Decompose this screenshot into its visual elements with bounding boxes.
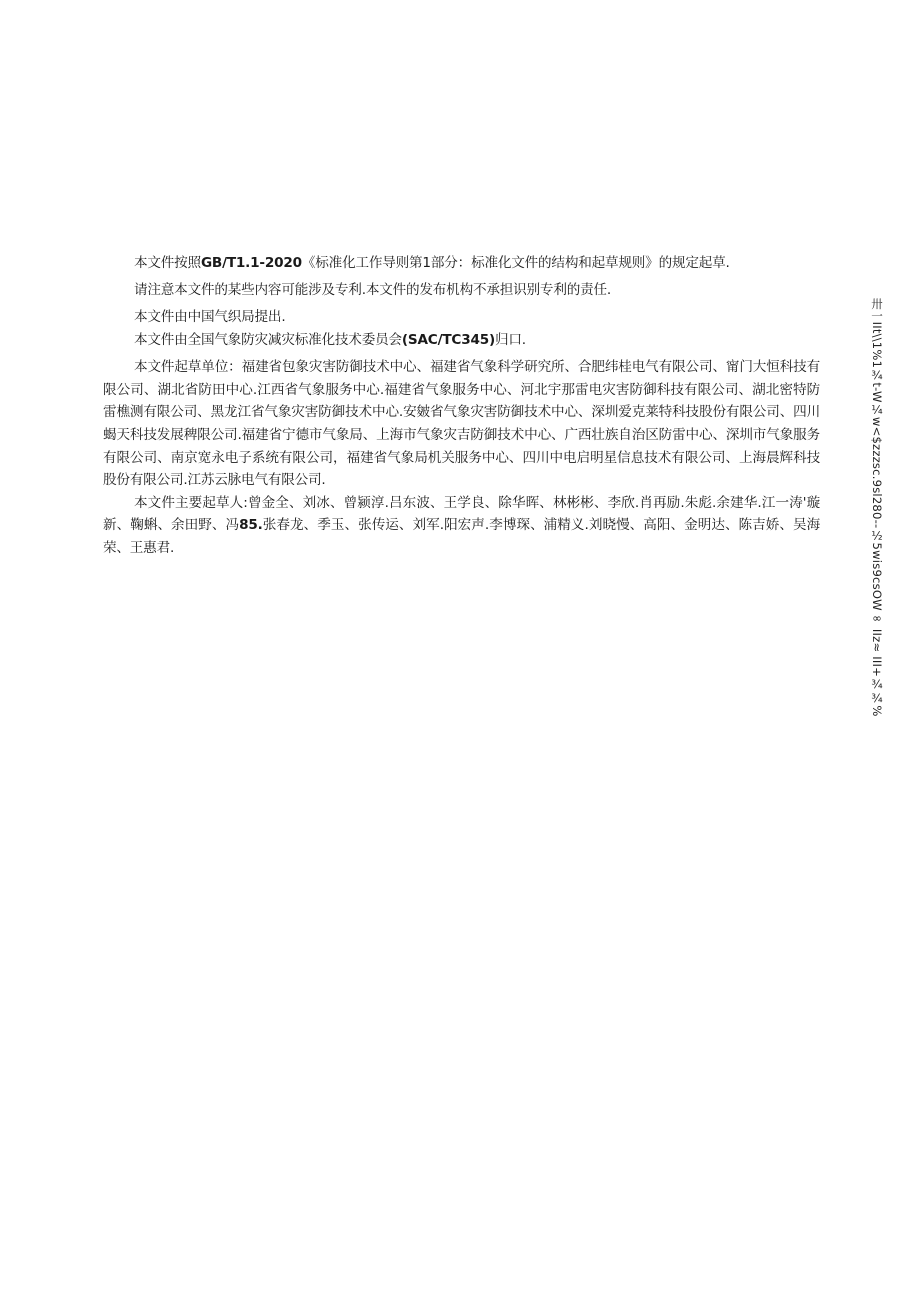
text-segment: 张春龙、季玉、张传运、刘军.阳宏声.李博琛、浦精义.刘晓慢、高阳、金明达、陈吉娇、吴海荣、王惠君.	[103, 517, 820, 556]
vertical-margin-text: 卅一IIt\\1%1¾t-W¼w<$zzzsc.9sl280--½5wis9csOW∞ IIz≈ III+¾¾%	[870, 298, 884, 717]
patent-notice-paragraph: 请注意本文件的某些内容可能涉及专利.本文件的发布机构不承担识别专利的责任.	[134, 282, 612, 299]
drafting-units-paragraph: 本文件起草单位：福建省包象灾害防御技术中心、福建省气象科学研究所、合肥纬桂电气有限公司、甯门大恒科技有限公司、湖北省防田中心.江西省气象服务中心.福建省气象服务中心、河北宇那雷电灾害防御科技有限公司、湖北密特防雷樵测有限公司、黑龙江省气象灾害防御技术中心.安皴省气象灾害防御技术中心、深圳爱克莱特科技股份有限公司、四川蝎天科技发展稗限公司.福建省宁德市气象局、上海市气象灾吉防御技术中心、广西壮族自治区防雷中心、深圳市气象服务有限公司、南京宽永电子系统有限公司，福建省气象局机关服务中心、四川中电启明星信息技术有限公司、上海晨辉科技股份有限公司.江苏云脉电气有限公司.	[103, 359, 820, 489]
text-segment: 本文件主要起草人:曾金全、刘冰、曾颍淳.吕东波、王学良、除华晖、林彬彬、李欣.肖再励.朱彪.余建华.江一涛'璇新、鞠蝌、余田野、冯	[103, 494, 820, 534]
proposer-paragraph: 本文件由中国气织局提出.	[134, 309, 286, 326]
standard-code: GB/T1.1-2020	[200, 255, 302, 271]
drafters-paragraph	[103, 492, 820, 560]
drafting-rules-paragraph	[103, 252, 820, 275]
text-segment: 《标准化工作导则第1部分：标准化文件的结构和起草规则》的规定起草.	[301, 255, 730, 271]
committee-code: (SAC/TC345)	[401, 331, 495, 348]
text-segment: 本文件按照	[134, 255, 201, 271]
text-segment: 本文件由全国气象防灾减灾标准化技术委员会	[134, 331, 402, 348]
committee-paragraph	[103, 329, 820, 352]
text-segment: 归口.	[494, 331, 526, 348]
bold-number: 85.	[239, 517, 263, 534]
foreword-body	[103, 252, 820, 560]
